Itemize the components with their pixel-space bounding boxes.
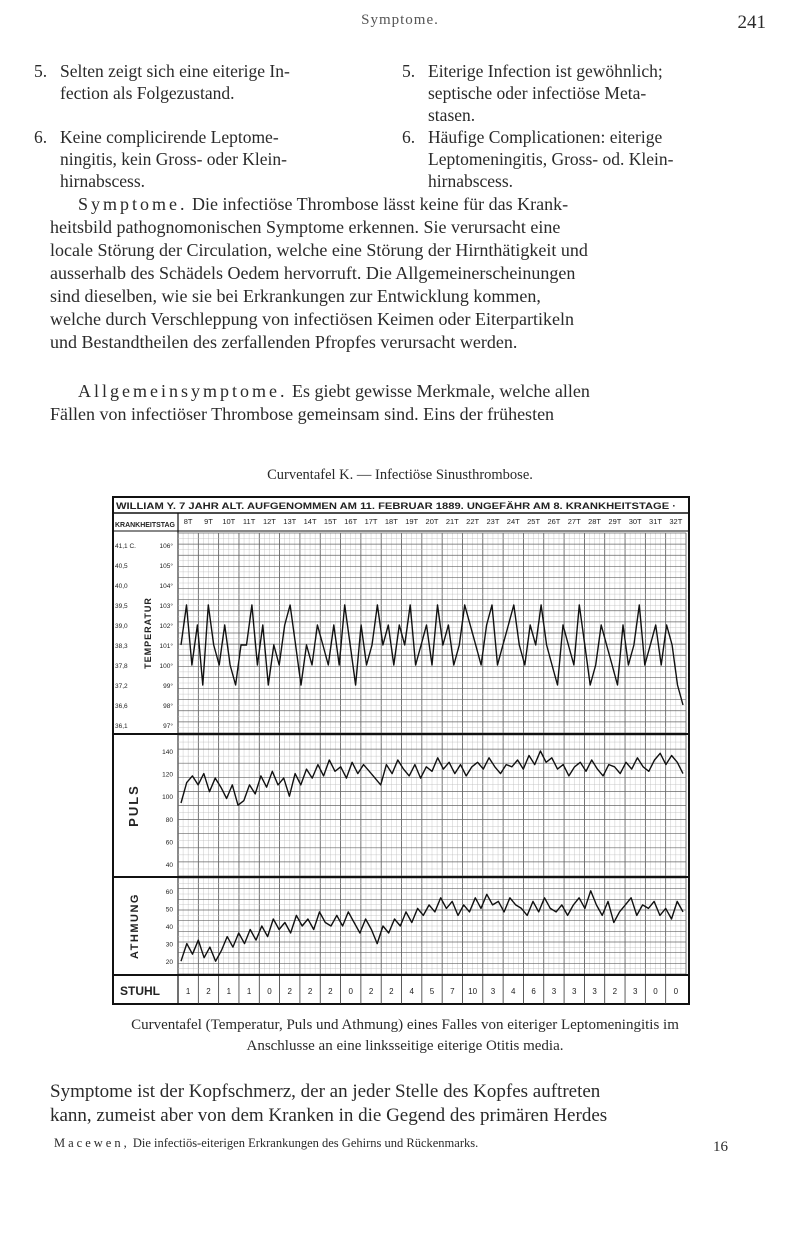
text-line: hirnabscess. [428,171,514,191]
comparison-right-5 [402,60,778,126]
stuhl-value: 3 [592,987,597,996]
stuhl-value: 4 [409,987,414,996]
figure-caption [60,1015,750,1057]
chart-frame [113,497,689,1004]
fever-chart [112,496,692,1006]
day-label: 25T [527,517,541,526]
day-label: 12T [262,517,276,526]
comparison-right-6 [402,126,778,192]
stuhl-value: 10 [468,987,478,996]
day-label: 15T [323,517,337,526]
footer-text: Die infectiös-eiterigen Erkrankungen des Gehirns und Rückenmarks. [129,1136,479,1150]
fahrenheit-tick: 106° [159,543,173,550]
stuhl-value: 2 [612,987,618,996]
stuhl-value: 3 [572,987,577,996]
celsius-tick: 37,2 [115,683,128,690]
day-label: 17T [364,517,378,526]
text-line: Es giebt gewisse Merkmale, welche allen [287,381,590,401]
fahrenheit-tick: 105° [159,563,173,570]
fahrenheit-tick: 99° [163,683,173,690]
page-number: 241 [737,12,766,33]
fahrenheit-tick: 98° [163,703,173,710]
stuhl-value: 3 [551,987,557,996]
comparison-left-5 [34,60,360,104]
text-line: septische oder infectiöse Meta- [428,83,647,103]
chart-header-title: WILLIAM Y. 7 JAHR ALT. AUFGENOMMEN AM 11. FEBRUAR 1889. UNGEFÄHR AM 8. KRANKHEITSTAGE · [116,501,676,512]
stuhl-value: 2 [287,987,292,996]
stuhl-value: 2 [368,987,374,996]
pulse-tick: 80 [165,816,173,824]
text-line: sind dieselben, wie sie bei Erkrankungen zur Entwicklung kommen, [50,286,541,306]
stuhl-value: 1 [185,987,191,996]
day-label: 13T [283,517,297,526]
pulse-tick: 140 [162,749,173,756]
day-label: 32T [669,517,683,526]
comparison-left-6 [34,126,360,192]
day-label: 30T [628,517,642,526]
day-label: 18T [384,517,398,526]
respiration-tick: 50 [165,906,173,914]
text-line: ningitis, kein Gross- oder Klein- [60,149,287,169]
text-line: welche durch Verschleppung von infectiösen Keimen oder Eiterpartikeln [50,309,574,329]
day-label: 23T [486,517,500,526]
celsius-tick: 36,1 [115,723,128,730]
text-line: Fällen von infectiöser Thrombose gemeinsam sind. Eins der frühesten [50,404,555,424]
item-number: 6. [402,127,416,147]
day-label: 28T [588,517,602,526]
running-title: Symptome. [361,12,439,28]
stuhl-value: 5 [429,987,435,996]
day-label: 21T [445,517,459,526]
celsius-tick: 39,0 [115,623,128,630]
celsius-tick: 39,5 [115,603,128,610]
text-line: Leptomeningitis, Gross- od. Klein- [428,149,674,169]
item-number: 6. [34,127,48,147]
celsius-tick: 38,3 [115,643,128,650]
text-line: hirnabscess. [60,171,146,191]
footer-signature-line [54,1136,478,1151]
stuhl-value: 2 [389,987,394,996]
respiration-grid [178,878,686,974]
pulse-tick: 120 [162,771,173,779]
respiration-axis-label: ATHMUNG [129,893,141,959]
day-label: 20T [425,517,439,526]
fahrenheit-tick: 100° [159,663,173,670]
text-line: locale Störung der Circulation, welche eine Störung der Hirnthätigkeit und [50,240,588,260]
footer-author: Macewen, [54,1136,130,1150]
day-label: 27T [567,517,581,526]
pulse-grid [178,735,686,876]
text-line: Die infectiöse Thrombose lässt keine für das Krank- [187,194,569,214]
caption-line: Anschlusse an eine linksseitige eiterige Otitis media. [246,1038,564,1054]
day-label: 9T [204,517,213,526]
text-line: heitsbild pathognomonischen Symptome erkennen. Sie verursacht eine [50,217,561,237]
stuhl-value: 0 [348,987,353,996]
day-label: 14T [303,517,317,526]
day-label: 31T [649,517,662,526]
section-lead: Allgemeinsymptome. [78,381,288,401]
stuhl-value: 2 [206,987,211,996]
text-line: stasen. [428,105,476,125]
stuhl-value: 1 [226,987,232,996]
respiration-tick: 40 [165,924,173,931]
pulse-axis-label: PULS [126,784,141,827]
text-line: fection als Folgezustand. [60,83,235,103]
day-label: 29T [608,517,622,526]
celsius-tick: 40,5 [115,563,128,570]
row-header-label: KRANKHEITSTAG [115,520,176,529]
day-label: 16T [344,517,358,526]
day-label: 10T [222,517,236,526]
respiration-tick: 20 [165,959,173,967]
stuhl-value: 2 [307,987,313,996]
pulse-tick: 100 [162,794,173,802]
stuhl-value: 2 [328,987,333,996]
fahrenheit-tick: 103° [159,603,173,610]
text-line: Symptome ist der Kopfschmerz, der an jeder Stelle des Kopfes auftreten [50,1081,601,1102]
text-line: Selten zeigt sich eine eiterige In- [60,61,290,81]
text-line: und Bestandtheilen des zerfallenden Pfropfes verursacht werden. [50,332,518,352]
text-line: Eiterige Infection ist gewöhnlich; [428,61,663,81]
day-label: 26T [547,517,561,526]
fahrenheit-tick: 97° [163,723,173,730]
stuhl-value: 0 [673,987,679,996]
fever-chart-svg [112,496,692,1006]
paragraph-allgemeinsymptome [50,380,772,426]
celsius-tick: 40,0 [115,583,128,590]
stuhl-value: 7 [450,987,455,996]
stuhl-value: 0 [267,987,272,996]
celsius-tick: 37,8 [115,663,128,670]
temperature-axis-label: TEMPERATUR [143,597,153,669]
item-number: 5. [34,61,48,81]
stuhl-value: 1 [246,987,252,996]
day-label: 8T [183,517,193,526]
day-label: 19T [405,517,419,526]
text-line: ausserhalb des Schädels Oedem hervorruft. Die Allgemeinerscheinungen [50,263,576,283]
day-label: 11T [242,517,256,526]
stuhl-value: 3 [632,987,638,996]
respiration-tick: 30 [165,941,173,949]
section-lead: Symptome. [78,194,188,214]
paragraph-continuation [50,1080,772,1128]
item-number: 5. [402,61,416,81]
fahrenheit-tick: 104° [159,583,173,590]
day-label: 22T [466,517,480,526]
fahrenheit-tick: 101° [159,643,173,650]
fahrenheit-tick: 102° [159,623,173,630]
stuhl-value: 3 [490,987,496,996]
caption-line: Curventafel (Temperatur, Puls und Athmung) eines Falles von eiteriger Leptomeningitis im [131,1017,679,1033]
celsius-tick: 36,6 [115,703,128,710]
day-label: 24T [506,517,520,526]
paragraph-symptome [50,193,772,354]
chart-title: Curventafel K. — Infectiöse Sinusthrombose. [267,467,533,483]
text-line: Häufige Complicationen: eiterige [428,127,663,147]
pulse-tick: 60 [165,839,173,847]
sheet-signature: 16 [713,1139,728,1155]
stuhl-value: 6 [531,987,536,996]
stuhl-value: 0 [653,987,658,996]
text-line: Keine complicirende Leptome- [60,127,279,147]
text-line: kann, zumeist aber von dem Kranken in die Gegend des primären Herdes [50,1105,608,1126]
celsius-tick: 41,1 C. [115,543,136,550]
respiration-tick: 60 [165,888,173,896]
pulse-tick: 40 [165,862,173,869]
stuhl-value: 4 [511,987,516,996]
stuhl-label: STUHL [120,984,160,998]
